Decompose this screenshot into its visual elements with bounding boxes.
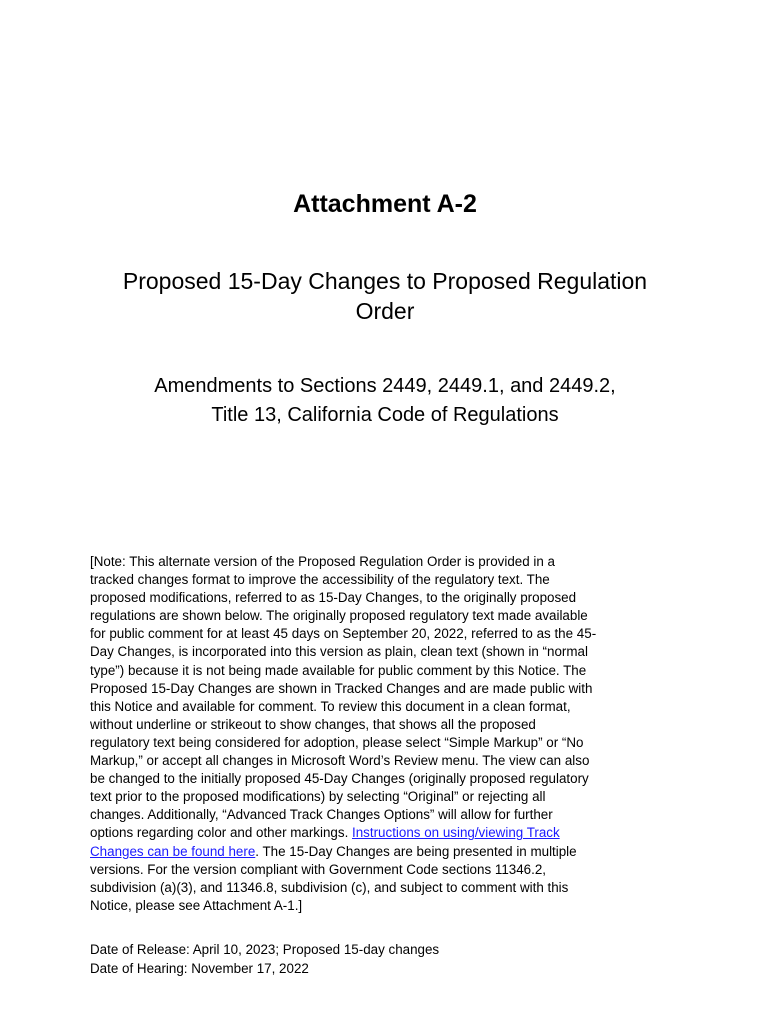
note-line: Markup,” or accept all changes in Microsoft Word’s Review menu. The view can also: [90, 753, 590, 769]
note-line: [90, 824, 682, 842]
document-title: Attachment A-2: [293, 190, 477, 218]
note-line: [90, 843, 682, 861]
note-line: for public comment for at least 45 days on September 20, 2022, referred to as the 45-: [90, 626, 597, 642]
track-changes-instructions-link-continued[interactable]: Changes can be found here: [90, 843, 256, 859]
note-line: subdivision (a)(3), and 11346.8, subdivision (c), and subject to comment with this: [90, 879, 569, 895]
document-subtitle: [60, 266, 710, 326]
amendments-line: Amendments to Sections 2449, 2449.1, and 2449.2,: [154, 375, 616, 397]
note-line: changes. Additionally, “Advanced Track Changes Options” will allow for further: [90, 807, 553, 823]
note-line: Day Changes, is incorporated into this version as plain, clean text (shown in “normal: [90, 644, 588, 660]
release-date: Date of Release: April 10, 2023; Proposed 15-day changes: [90, 942, 440, 957]
note-line: type”) because it is not being made available for public comment by this Notice. The: [90, 662, 587, 678]
hearing-date: Date of Hearing: November 17, 2022: [90, 961, 309, 976]
note-text: options regarding color and other markings.: [90, 825, 353, 841]
amendments-line: Title 13, California Code of Regulations: [211, 404, 559, 426]
amendments-heading: [60, 372, 710, 430]
note-line: tracked changes format to improve the accessibility of the regulatory text. The: [90, 572, 550, 588]
note-line: Notice, please see Attachment A-1.]: [90, 897, 303, 913]
note-line: regulatory text being considered for adoption, please select “Simple Markup” or “No: [90, 734, 584, 750]
note-line: Proposed 15-Day Changes are shown in Tracked Changes and are made public with: [90, 680, 593, 696]
note-line: proposed modifications, referred to as 15-Day Changes, to the originally proposed: [90, 590, 577, 606]
note-line: without underline or strikeout to show changes, that shows all the proposed: [90, 716, 536, 732]
note-paragraph: [90, 553, 682, 915]
subtitle-line: Proposed 15-Day Changes to Proposed Regulation: [122, 268, 648, 294]
note-line: text prior to the proposed modifications) by selecting “Original” or rejecting all: [90, 789, 546, 805]
note-line: versions. For the version compliant with Government Code sections 11346.2,: [90, 861, 547, 877]
note-line: regulations are shown below. The originally proposed regulatory text made available: [90, 608, 588, 624]
dates-block: [90, 940, 682, 978]
note-line: [Note: This alternate version of the Proposed Regulation Order is provided in a: [90, 554, 555, 569]
note-line: be changed to the initially proposed 45-Day Changes (originally proposed regulatory: [90, 771, 589, 787]
note-text: . The 15-Day Changes are being presented in multiple: [255, 843, 577, 859]
track-changes-instructions-link[interactable]: Instructions on using/viewing Track: [352, 825, 560, 841]
note-line: this Notice and available for comment. To review this document in a clean format,: [90, 698, 571, 714]
subtitle-line: Order: [355, 298, 415, 324]
